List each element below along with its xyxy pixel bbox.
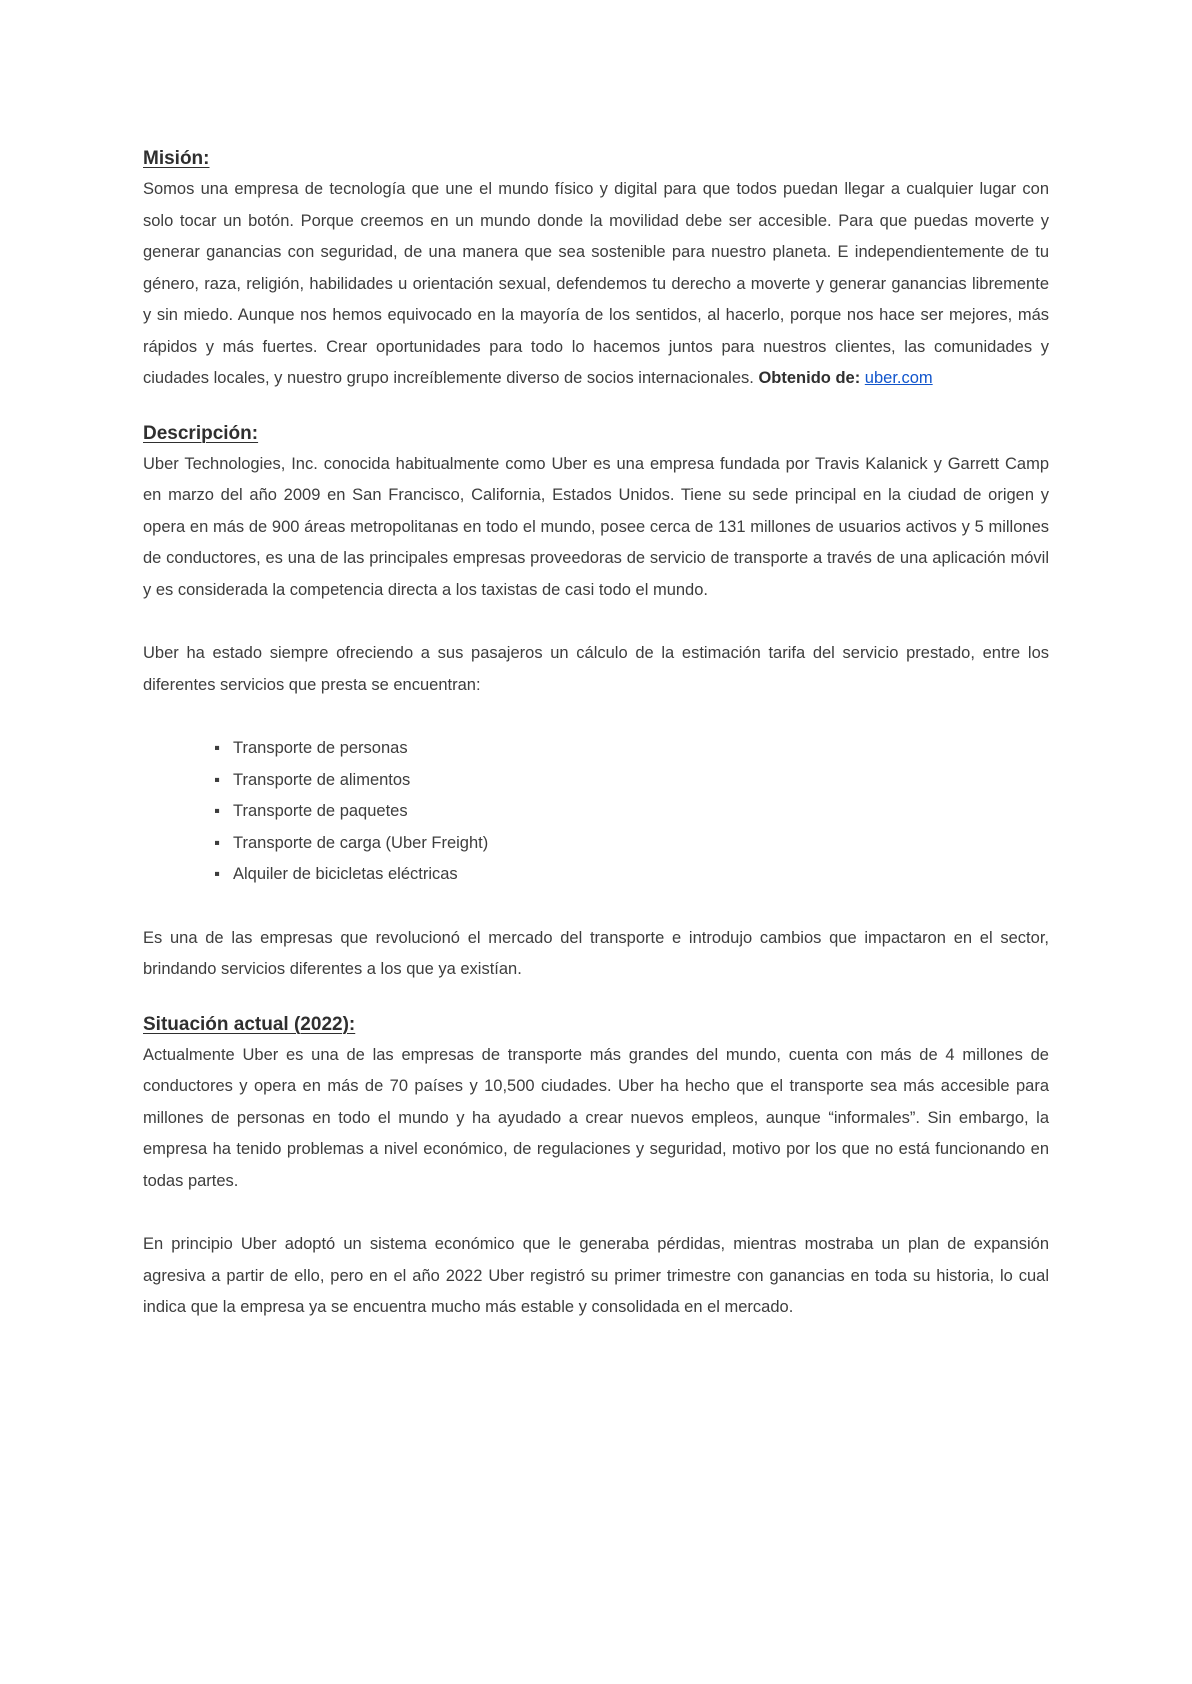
list-item [215, 859, 1049, 891]
mision-text: Somos una empresa de tecnología que une el mundo físico y digital para que todos puedan llegar a cualquier lugar con solo tocar un botón. Porque creemos en un mundo donde la movilidad debe ser accesible. Para que puedas moverte y generar ganancias con seguridad, de una manera que sea sostenible para nuestro planeta. E independientemente de tu género, raza, religión, habilidades u orientación sexual, defendemos tu derecho a moverte y generar ganancias libremente y sin miedo. Aunque nos hemos equivocado en la mayoría de los sentidos, al hacerlo, porque nos hace ser mejores, más rápidos y más fuertes. Crear oportunidades para todo lo hacemos juntos para nuestros clientes, las comunidades y ciudades locales, y nuestro grupo increíblemente diverso de socios internacionales. [143, 180, 1049, 387]
spacer [143, 701, 1049, 733]
section-heading-situacion: Situación actual (2022): [143, 1013, 356, 1035]
section-heading-descripcion: Descripción: [143, 422, 259, 444]
spacer [143, 395, 1049, 419]
descripcion-paragraph-1: Uber Technologies, Inc. conocida habitualmente como Uber es una empresa fundada por Travis Kalanick y Garrett Camp en marzo del año 2009 en San Francisco, California, Estados Unidos. Tiene su sede principal en la ciudad de origen y opera en más de 900 áreas metropolitanas en todo el mundo, posee cerca de 131 millones de usuarios activos y 5 millones de conductores, es una de las principales empresas proveedoras de servicio de transporte a través de una aplicación móvil y es considerada la competencia directa a los taxistas de casi todo el mundo. [143, 454, 1049, 599]
bullet-icon: ▪ [214, 770, 220, 789]
situacion-paragraph-1: Actualmente Uber es una de las empresas de transporte más grandes del mundo, cuenta con más de 4 millones de conductores y opera en más de 70 países y 10,500 ciudades. Uber ha hecho que el transporte sea más accesible para millones de personas en todo el mundo y ha ayudado a crear nuevos empleos, aunque “informales”. Sin embargo, la empresa ha tenido problemas a nivel económico, de regulaciones y seguridad, motivo por los que no está funcionando en todas partes. [143, 1045, 1049, 1190]
spacer [143, 1197, 1049, 1229]
bullet-icon: ▪ [214, 833, 220, 852]
source-label: Obtenido de: [758, 369, 861, 387]
list-item [215, 765, 1049, 797]
mision-paragraph [143, 174, 1049, 395]
list-item-label: Transporte de paquetes [233, 802, 408, 820]
spacer [143, 986, 1049, 1010]
section-heading-mision: Misión: [143, 148, 210, 169]
list-item [215, 796, 1049, 828]
source-link[interactable]: uber.com [864, 369, 933, 387]
list-item-label: Transporte de carga (Uber Freight) [233, 833, 489, 852]
services-list [143, 733, 1049, 891]
bullet-icon: ▪ [214, 802, 220, 820]
list-item-label: Transporte de personas [233, 739, 408, 757]
list-item-label: Transporte de alimentos [233, 770, 411, 789]
list-item [215, 733, 1049, 765]
list-item [215, 828, 1049, 860]
spacer [143, 606, 1049, 638]
descripcion-paragraph-3: Es una de las empresas que revolucionó el mercado del transporte e introdujo cambios que impactaron en el sector, brindando servicios diferentes a los que ya existían. [143, 928, 1049, 978]
bullet-icon: ▪ [214, 739, 220, 757]
spacer [143, 891, 1049, 923]
descripcion-paragraph-2: Uber ha estado siempre ofreciendo a sus pasajeros un cálculo de la estimación tarifa del servicio prestado, entre los diferentes servicios que presta se encuentran: [143, 644, 1049, 694]
list-item-label: Alquiler de bicicletas eléctricas [233, 865, 458, 883]
situacion-paragraph-2: En principio Uber adoptó un sistema económico que le generaba pérdidas, mientras mostraba un plan de expansión agresiva a partir de ello, pero en el año 2022 Uber registró su primer trimestre con ganancias en toda su historia, lo cual indica que la empresa ya se encuentra mucho más estable y consolidada en el mercado. [143, 1235, 1049, 1316]
bullet-icon: ▪ [214, 865, 220, 883]
